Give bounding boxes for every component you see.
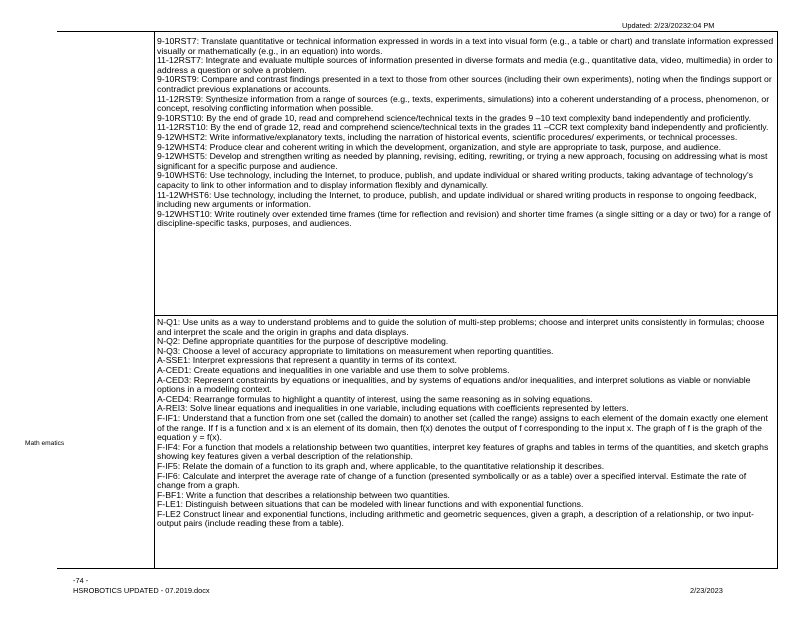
- standard-item: F-IF4: For a function that models a relationship between two quantities, interpret key features of graphs and tables in terms of the quantities, and sketch graphs showing key features given a verbal description of the relationship.: [157, 441, 769, 462]
- updated-timestamp: Updated: 2/23/20232:04 PM: [622, 21, 715, 30]
- standard-item: 9-10RST9: Compare and contrast findings presented in a text to those from other sources (including their own experiments), noting when the findings support or contradict previous explanations or accounts.: [157, 74, 772, 94]
- standard-item: 9-10WHST6: Use technology, including the Internet, to produce, publish, and update individual or shared writing products, taking advantage of technology's capacity to link to other information and to display information flexibly and dynamically.: [157, 170, 753, 190]
- standard-item: A-REI3: Solve linear equations and inequalities in one variable, including equations with coefficients represented by letters.: [157, 403, 629, 414]
- standard-item: 9-12WHST2: Write informative/explanatory texts, including the narration of historical events, scientific procedures/ experiments, or technical processes.: [157, 131, 738, 142]
- page-number: -74 -: [73, 576, 89, 585]
- standard-item: F-LE1: Distinguish between situations that can be modeled with linear functions and with exponential functions.: [157, 499, 584, 510]
- row-divider: [154, 315, 777, 316]
- standard-item: F-BF1: Write a function that describes a relationship between two quantities.: [157, 489, 450, 500]
- math-standards-cell: [157, 318, 774, 529]
- standard-item: 9-12WHST4: Produce clear and coherent writing in which the development, organization, and style are appropriate to task, purpose, and audience.: [157, 141, 722, 152]
- standard-item: 11-12RST9: Synthesize information from a range of sources (e.g., texts, experiments, simulations) into a coherent understanding of a process, phenomenon, or concept, resolving conflicting information when possible.: [157, 93, 770, 114]
- standard-item: N-Q1: Use units as a way to understand problems and to guide the solution of multi-step problems; choose and interpret units consistently in formulas; choose and interpret the scale and the origin in graphs and data displays.: [157, 317, 765, 337]
- file-name: HSROBOTICS UPDATED - 07.2019.docx: [73, 586, 210, 595]
- standard-item: 9-12WHST10: Write routinely over extended time frames (time for reflection and revision) and shorter time frames (a single sitting or a day or two) for a range of discipline-specific tasks, purposes, and audiences.: [157, 208, 771, 229]
- footer-date: 2/23/2023: [690, 586, 723, 595]
- standard-item: 9-12WHST5: Develop and strengthen writing as needed by planning, revising, editing, rewriting, or trying a new approach, focusing on addressing what is most significant for a specific purpose and audience.: [157, 151, 768, 171]
- standard-item: F-IF1: Understand that a function from one set (called the domain) to another set (called the range) assigns to each element of the domain exactly one element of the range. If f is a function and x is an element of its domain, then f(x) denotes the output of f corresponding to the input x. The graph of f is the graph of the equation y = f(x).: [157, 412, 768, 443]
- standard-item: N-Q2: Define appropriate quantities for the purpose of descriptive modeling.: [157, 336, 449, 347]
- standard-item: N-Q3: Choose a level of accuracy appropriate to limitations on measurement when reporting quantities.: [157, 345, 554, 356]
- standard-item: F-IF5: Relate the domain of a function to its graph and, where applicable, to the quantitative relationship it describes.: [157, 460, 605, 471]
- standard-item: 11-12RST7: Integrate and evaluate multiple sources of information presented in diverse formats and media (e.g., quantitative data, video, multimedia) in order to address a question or solve a problem.: [157, 55, 773, 75]
- subject-label: Math ematics: [25, 440, 65, 447]
- standard-item: A-CED3: Represent constraints by equations or inequalities, and by systems of equations and/or inequalities, and interpret solutions as viable or nonviable options in a modeling context.: [157, 374, 751, 395]
- column-divider: [154, 32, 155, 568]
- standard-item: A-CED1: Create equations and inequalities in one variable and use them to solve problems.: [157, 364, 510, 375]
- standard-item: 9-10RST7: Translate quantitative or technical information expressed in words in a text into visual form (e.g., a table or chart) and translate information expressed visually or mathematically (e.g., in an equation) into words.: [157, 36, 774, 56]
- standard-item: 11-12WHST6: Use technology, including the Internet, to produce, publish, and update individual or shared writing products in response to ongoing feedback, including new arguments or information.: [157, 189, 757, 210]
- standard-item: A-SSE1: Interpret expressions that represent a quantity in terms of its context.: [157, 355, 457, 366]
- ela-standards-cell: [157, 37, 774, 229]
- standard-item: F-LE2 Construct linear and exponential functions, including arithmetic and geometric sequences, given a graph, a description of a relationship, or two input-output pairs (include reading these from a table).: [157, 508, 754, 529]
- standards-table: [57, 31, 778, 569]
- standard-item: 11-12RST10: By the end of grade 12, read and comprehend science/technical texts in the grades 11 –CCR text complexity band independently and proficiently.: [157, 122, 769, 133]
- standard-item: F-IF6: Calculate and interpret the average rate of change of a function (presented symbolically or as a table) over a specified interval. Estimate the rate of change from a graph.: [157, 470, 747, 491]
- standard-item: 9-10RST10: By the end of grade 10, read and comprehend science/technical texts in the grades 9 –10 text complexity band independently and proficiently.: [157, 112, 751, 123]
- standard-item: A-CED4: Rearrange formulas to highlight a quantity of interest, using the same reasoning as in solving equations.: [157, 393, 593, 404]
